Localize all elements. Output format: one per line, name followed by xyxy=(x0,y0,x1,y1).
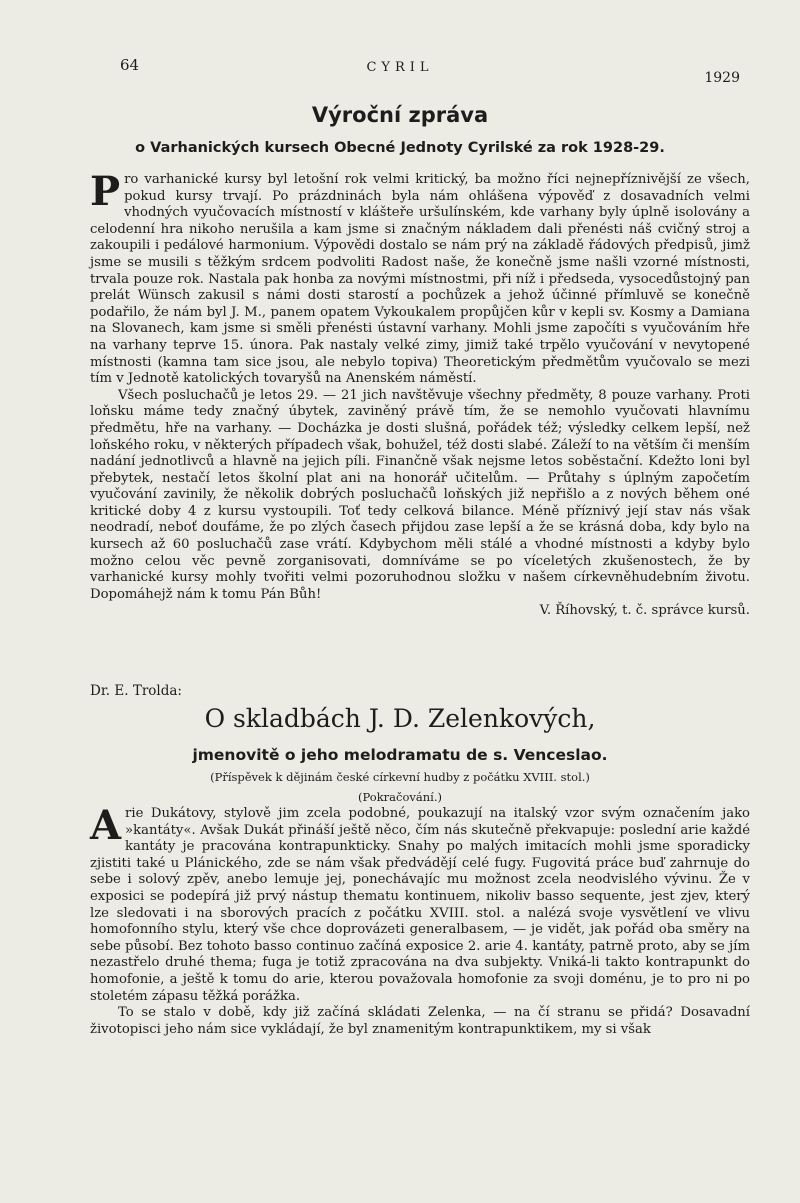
article-note: (Příspěvek k dějinám české církevní hudby z počátku XVIII. stol.) xyxy=(210,770,590,784)
journal-name: CYRIL xyxy=(366,60,434,75)
report-subtitle: o Varhanických kursech Obecné Jednoty Cyrilské za rok 1928-29. xyxy=(135,140,665,156)
article-body xyxy=(90,802,750,1038)
report-title: Výroční zpráva xyxy=(311,103,489,127)
running-head xyxy=(0,56,800,86)
article-paragraph-2: To se stalo v době, kdy již začíná skládati Zelenka, — na čí stranu se přidá? Dosavadní životopisci jeho nám sice vykládají, že byl znamenitým kontrapunktikem, my si však xyxy=(90,1005,750,1037)
article-dropcap: A xyxy=(90,802,122,849)
report-body xyxy=(90,168,750,633)
article-paragraph-1 xyxy=(90,802,750,1005)
report-paragraph-2: Všech posluchačů je letos 29. — 21 jich navštěvuje všechny předměty, 8 pouze varhany. Proti loňsku máme tedy značný úbytek, zaviněný právě tím, že se nemohlo vyučovati hlavnímu předmětu, hře na varhany. — Docházka je dosti slušná, pořádek též; výsledky celkem lepší, než loňského roku, v některých případech však, bohužel, též dosti slabé. Záleží to na větším či menším nadání jednotlivců a hlavně na jejich píli. Finančně však nejsme letos soběstační. Kdežto loni byl přebytek, nestačí letos školní plat ani na honorář učitelům. — Průtahy s úplným započetím vyučování zavinily, že několik dobrých posluchačů loňských již nepřišlo a z nových během oné kritické doby 4 z kursu vystoupili. Toť tedy celková bilance. Méně příznivý její stav nás však neodradí, neboť doufáme, že po zlých časech přijdou zase lepší a že se krásná doba, kdy bylo na kursech až 60 posluchačů zase vrátí. Kdybychom měli stálé a vhodné místnosti a kdyby bylo možno celou věc pevně zorganisovati, domníváme se po víceletých zkušenostech, že by varhanické kursy mohly tvořiti velmi pozoruhodnou složku v našem církevněhudebním životu. Dopomáhejž nám k tomu Pán Bůh! xyxy=(90,387,750,602)
article-author: Dr. E. Trolda: xyxy=(90,683,182,699)
article-subtitle: jmenovitě o jeho melodramatu de s. Venceslao. xyxy=(192,746,608,764)
report-paragraph-1 xyxy=(90,168,750,388)
report-paragraph-1-text: ro varhanické kursy byl letošní rok velmi kritický, ba možno říci nejnepříznivější ze všech, pokud kursy trvají. Po prázdninách byla nám ohlášena výpověď z dosavadních velmi vhodných vyučovacích místností v klášteře uršulínském, kde varhany byly úplně isolovány a celodenní hra nikoho nerušila a kam jsme si značným nákladem dali přenésti náš cvičný stroj a zakoupili i pedálové harmonium. Výpovědi dostalo se nám prý na základě řádových předpisů, jimž jsme se musili s těžkým srdcem podvoliti Radost naše, že konečně jsme našli vzorné místnosti, trvala pouze rok. Nastala pak honba za novými místnostmi, při níž i předseda, vysocedůstojný pan prelát Wünsch zakusil s námi dosti starostí a pochůzek a jehož účinné přímluvě se konečně podařilo, že nám byl J. M., panem opatem Vykoukalem propůjčen kůr v kepli sv. Kosmy a Damiana na Slovanech, kam jsme si směli přenésti ústavní varhany. Mohli jsme započíti s vyučováním hře na varhany teprve 15. února. Pak nastaly velké zimy, jimiž také trpělo vyučování v nevytopené místnosti (kamna tam sice jsou, ale nebylo topiva) Theoretickým předmětům vyučovalo se mezi tím v Jednotě katolických tovaryšů na Anenském náměstí. xyxy=(90,172,750,387)
report-dropcap: P xyxy=(90,168,121,215)
report-signature: V. Říhovský, t. č. správce kursů. xyxy=(539,603,750,619)
article-paragraph-1-text: rie Dukátovy, stylově jim zcela podobné, poukazují na italský vzor svým označením jako »kantáty«. Avšak Dukát přináší ještě něco, čím nás skutečně překvapuje: poslední arie každé kantáty je pracována kontrapunkticky. Snahy po malých imitacích mohli jsme sporadicky zjistiti také u Plánického, zde se nám však předvádějí celé fugy. Fugovitá práce buď zahrnuje do sebe i solový zpěv, anebo lemuje jej, ponechávajíc mu možnost zcela neodvislého vývinu. Že v exposici se podepírá již prvý nástup thematu kontinuem, nikoliv basso sequente, jest zjev, který lze sledovati i na sborových pracích z počátku XVIII. stol. a nalézá svoje vysvětlení ve vlivu homofonního stylu, který vše chce doprovázeti generalbasem, — je vidět, jak pořád oba směry na sebe působí. Bez tohoto basso continuo začíná exposice 2. arie 4. kantáty, patrně proto, aby se jím nezastřelo druhé thema; fuga je totiž zpracována na dva subjekty. Vniká-li takto kontrapunkt do homofonie, a ještě k tomu do arie, kterou považovala homofonie za svoji doménu, je to pro ni po stoletém zápasu těžká porážka. xyxy=(90,806,750,1004)
page-number: 64 xyxy=(120,56,140,74)
continuation-note: (Pokračování.) xyxy=(358,790,442,804)
year: 1929 xyxy=(704,70,740,86)
article-title: O skladbách J. D. Zelenkových, xyxy=(204,704,596,733)
